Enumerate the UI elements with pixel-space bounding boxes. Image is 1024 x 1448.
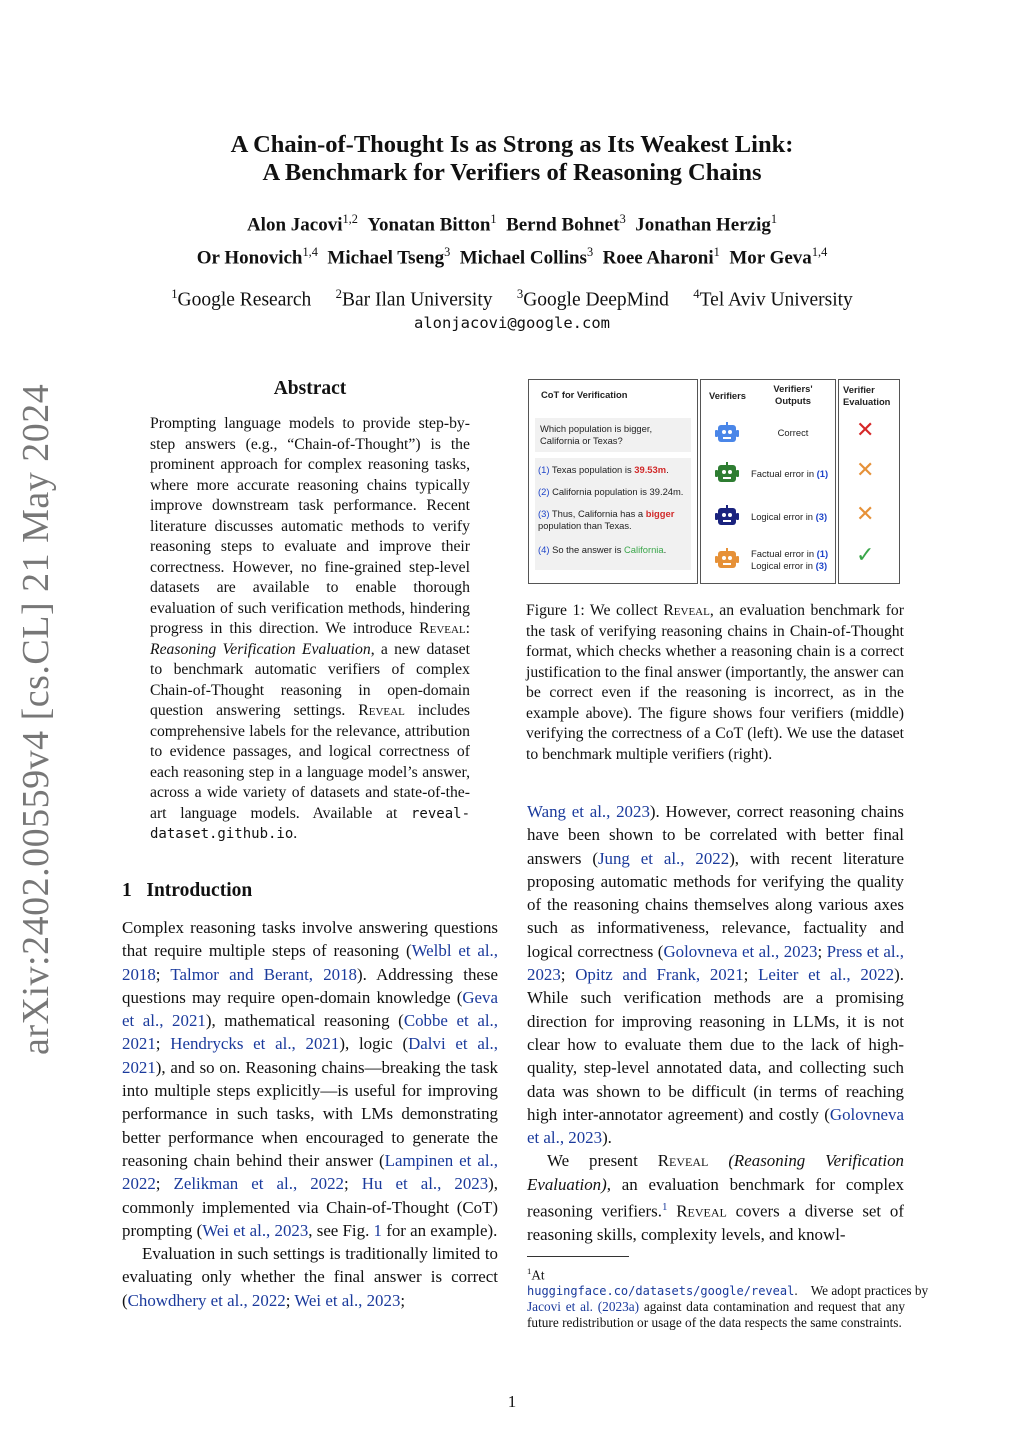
- para-text: covers a diverse set of reasoning skills, complexity levels, and knowl-: [527, 1201, 904, 1244]
- footnote-text: against data contamination and request that any future redistribution or usage of the data respects the same constraints.: [527, 1299, 906, 1331]
- reasoning-steps-box: [535, 458, 691, 570]
- paragraph-text: ), and so on. Reasoning chains—breaking the task into multiple steps explicitly—is useful for improving performance in such tasks, with LMs demonstrating better performance when encouraged to generate the reasoning chain behind their answer (: [122, 1057, 498, 1170]
- check-icon: ✓: [856, 543, 875, 568]
- citation-link[interactable]: Leiter et al., 2022: [758, 965, 895, 985]
- verifier-output: [751, 468, 835, 480]
- author-name: Or Honovich: [196, 247, 303, 269]
- citation-link[interactable]: Golovneva et al., 2023: [527, 1104, 904, 1148]
- outputs-title: Verifiers' Outputs: [773, 383, 813, 406]
- paragraph-text: ), with recent literature proposing automatic methods for verifying the quality of the reasoning chains themselves along various axes such as informativeness, relevance, factuality and logical correctness (: [527, 848, 904, 961]
- verifier-output: [751, 511, 835, 523]
- paragraph-text: ).: [602, 1128, 612, 1148]
- step-text: So the answer is: [552, 544, 622, 555]
- robot-icon: [713, 548, 741, 572]
- citation-link[interactable]: Geva et al., 2021: [122, 987, 498, 1031]
- figure-caption: [526, 601, 904, 765]
- paragraph-text: ). While such verification methods are a promising direction for improving reasoning in LLMs, it is not clear how to evaluate them due to the lack of high-quality, step-level annotated data, and collecting such data was shown to be difficult (in terms of reaching high inter-annotator agreement) and costly (: [527, 965, 904, 1124]
- citation-link[interactable]: Chowdhery et al., 2022: [127, 1290, 286, 1310]
- affiliation-name: Google Research: [177, 289, 312, 311]
- footnote-marker[interactable]: 1: [661, 1201, 668, 1214]
- robot-icon: [713, 505, 741, 529]
- step-number: (2): [538, 486, 550, 497]
- reasoning-step: [538, 508, 688, 532]
- reveal-expansion: Reasoning Verification Evaluation: [150, 640, 371, 658]
- affiliation-name: Bar Ilan University: [341, 289, 493, 311]
- affiliation-marker: 3: [516, 287, 524, 301]
- step-highlight: 39.53m: [634, 464, 667, 475]
- right-paragraph-1: [527, 800, 904, 1149]
- output-step-ref: (3): [815, 560, 828, 571]
- output-step-ref: (1): [816, 468, 829, 479]
- author-name: Bernd Bohnet: [506, 214, 620, 236]
- question-box: [535, 418, 691, 452]
- author-name: Alon Jacovi: [246, 214, 343, 236]
- citation-link[interactable]: Jung et al., 2022: [597, 848, 730, 868]
- citation-link[interactable]: 1: [373, 1220, 382, 1240]
- robot-icon: [713, 422, 741, 446]
- footnote: [527, 1263, 929, 1331]
- output-text: Factual error in: [751, 468, 815, 479]
- reveal-expansion: (Reasoning Verification Evaluation): [527, 1151, 904, 1194]
- citation-link[interactable]: Opitz and Frank, 2021: [575, 965, 744, 985]
- robot-icon: [713, 462, 741, 486]
- citation-link[interactable]: Wei et al., 2023: [202, 1220, 309, 1240]
- abstract-text-2: , a new dataset to benchmark automatic verifiers of complex Chain-of-Thought reasoning in open-domain question answering settings.: [150, 640, 471, 719]
- right-paragraph-2: [527, 1149, 904, 1246]
- output-step-ref: (3): [815, 511, 828, 522]
- para-text: We present: [547, 1151, 638, 1171]
- footnote-text: . We adopt practices by: [794, 1283, 929, 1299]
- affiliation-marker: 2: [335, 287, 342, 301]
- verifiers-title: Verifiers: [709, 390, 747, 401]
- reveal-name: Reveal: [419, 620, 466, 637]
- paragraph-text: ;: [817, 941, 827, 961]
- paragraph-text: ;: [560, 965, 576, 985]
- footnote-number: 1: [527, 1266, 532, 1276]
- step-number: (3): [538, 508, 550, 519]
- abstract-text-1: Prompting language models to provide step-by-step answers (e.g., “Chain-of-Thought”) is the prominent approach for complex reasoning tasks, where more accurate reasoning chains typically improve downstream task performance. Recent literature discusses automatic methods to verify reasoning steps to evaluate and improve their correctness. However, no fine-grained step-level datasets are available to enable thorough evaluation of such verification methods, hindering progress in this direction. We introduce: [150, 415, 470, 637]
- author-affiliation-marker: 1,2: [342, 212, 358, 226]
- verifiers-panel: [700, 379, 836, 584]
- output-text: Factual error in: [751, 548, 815, 559]
- intro-paragraph-1: [122, 916, 498, 1242]
- paragraph-text: ;: [344, 1174, 362, 1194]
- author-affiliation-marker: 3: [619, 212, 626, 226]
- paragraph-text: ;: [285, 1290, 295, 1310]
- paragraph-text: ;: [155, 1034, 171, 1054]
- reveal-name: Reveal: [663, 602, 710, 619]
- footnote-citation[interactable]: Jacovi et al. (2023a): [527, 1299, 640, 1315]
- paragraph-text: , see Fig.: [308, 1220, 374, 1240]
- reasoning-step: [538, 544, 688, 556]
- caption-label: Figure 1: We collect: [526, 602, 658, 619]
- step-number: (1): [538, 464, 550, 475]
- affiliation-name: Google DeepMind: [523, 289, 669, 311]
- author-name: Michael Collins: [459, 247, 587, 269]
- citation-link[interactable]: Wang et al., 2023: [527, 802, 650, 821]
- paragraph-text: ;: [155, 964, 171, 984]
- question-text: Which population is bigger, California or Texas?: [540, 423, 653, 446]
- abstract-end: .: [293, 825, 298, 842]
- citation-link[interactable]: Press et al., 2023: [527, 941, 904, 985]
- step-number: (4): [538, 544, 550, 555]
- reveal-name: Reveal: [676, 1201, 727, 1221]
- step-text-end: .: [666, 464, 669, 475]
- author-affiliation-marker: 3: [586, 245, 594, 259]
- intro-right-column: [527, 800, 904, 1246]
- step-text: California population is 39.24m.: [552, 486, 684, 497]
- title-line-1: A Chain-of-Thought Is as Strong as Its Weakest Link:: [230, 131, 794, 158]
- reasoning-step: [538, 486, 688, 498]
- paragraph-text: ;: [155, 1174, 174, 1194]
- step-text-end: .: [663, 544, 667, 555]
- step-text: Texas population is: [551, 464, 632, 475]
- paragraph-text: ). However, correct reasoning chains have been shown to be correlated with better final answers (: [527, 802, 904, 868]
- arxiv-sidebar-id: arXiv:2402.00559v4 [cs.CL] 21 May 2024: [15, 383, 57, 1055]
- cross-icon: ✕: [856, 458, 875, 483]
- cot-panel-title: CoT for Verification: [541, 389, 628, 400]
- citation-link[interactable]: Lampinen et al., 2022: [122, 1150, 498, 1194]
- verifier-output: [751, 548, 835, 572]
- author-affiliation-marker: 1,4: [811, 245, 828, 259]
- author-name: Michael Tseng: [327, 247, 445, 269]
- reasoning-step: [538, 464, 688, 476]
- affiliations: [110, 287, 914, 312]
- paragraph-text: ), mathematical reasoning (: [205, 1011, 404, 1031]
- step-highlight: bigger: [645, 508, 675, 519]
- citation-link[interactable]: Hendrycks et al., 2021: [170, 1034, 340, 1054]
- abstract-heading: Abstract: [273, 378, 347, 399]
- reveal-name: Reveal: [358, 702, 405, 719]
- citation-link[interactable]: Golovneva et al., 2023: [663, 941, 818, 961]
- paragraph-text: ;: [743, 965, 759, 985]
- author-affiliation-marker: 1,4: [302, 245, 318, 259]
- abstract-body: Prompting language models to provide step-by-step answers (e.g., “Chain-of-Thought”) is the prominent approach for complex reasoning tasks, where more accurate reasoning chains typically improve downstream task performance. Recent literature discusses automatic methods to verify reasoning steps to evaluate and improve their correctness. However, no fine-grained step-level datasets are available to enable thorough evaluation of such verification methods, hindering progress in this direction. We introduce Reveal: Reasoning Verification Evaluation, a new dataset to benchmark automatic verifiers of complex Chain-of-Thought reasoning in open-domain question answering settings. Reveal includes comprehensive labels for the relevance, attribution to evidence passages, and logical correctness of each reasoning step in a language model’s answer, across a wide variety of datasets and state-of-the-art language models. Available at reveal-dataset.github.io.: [150, 415, 471, 842]
- citation-link[interactable]: Wei et al., 2023: [294, 1290, 401, 1310]
- citation-link[interactable]: Zelikman et al., 2022: [173, 1174, 345, 1194]
- paragraph-text: ), commonly implemented via Chain-of-Thought (CoT) prompting (: [122, 1174, 499, 1240]
- author-row-2: [110, 245, 914, 269]
- author-row-1: [110, 212, 914, 236]
- citation-link[interactable]: Dalvi et al., 2021: [122, 1034, 498, 1077]
- citation-link[interactable]: Cobbe et al., 2021: [122, 1011, 498, 1054]
- output-text: Logical error in: [751, 560, 814, 571]
- affiliation-marker: 1: [171, 287, 178, 301]
- caption-text: , an evaluation benchmark for the task of verifying reasoning chains in Chain-of-Thought format, which checks whether a reasoning chain is a correct justification to the final answer (importantly, the answer can be correct even if the reasoning is incorrect, as in the example above). The figure shows four verifiers (middle) verifying the correctness of a CoT (left). We use the dataset to benchmark multiple verifiers (right).: [526, 602, 904, 763]
- author-name: Jonathan Herzig: [635, 214, 771, 236]
- figure-1: [528, 376, 904, 586]
- author-affiliation-marker: 1: [713, 245, 720, 259]
- contact-email[interactable]: alonjacovi@google.com: [414, 314, 610, 332]
- paragraph-text: for an example).: [381, 1220, 498, 1240]
- affiliation-marker: 4: [693, 287, 700, 301]
- verifier-output: Correct: [777, 427, 809, 438]
- citation-link[interactable]: Hu et al., 2023: [361, 1174, 489, 1194]
- citation-link[interactable]: Talmor and Berant, 2018: [170, 964, 357, 984]
- evaluation-title: Verifier Evaluation: [843, 384, 891, 407]
- para-text: , an evaluation benchmark for complex reasoning verifiers.: [527, 1174, 904, 1221]
- paper-title: [120, 131, 904, 187]
- output-text: Logical error in: [751, 511, 814, 522]
- intro-left-column: [122, 916, 498, 1312]
- step-highlight: California: [624, 544, 664, 555]
- page-number: 1: [507, 1392, 517, 1411]
- section-heading-introduction: 1 Introduction: [122, 880, 253, 901]
- evaluation-panel: [838, 379, 900, 584]
- paragraph-text: Complex reasoning tasks involve answering questions that require multiple steps of reasoning (: [122, 918, 498, 961]
- intro-paragraph-2: [122, 1242, 498, 1312]
- footnote-rule: [527, 1256, 629, 1257]
- cot-panel: [528, 379, 698, 584]
- author-affiliation-marker: 3: [444, 245, 451, 259]
- author-affiliation-marker: 1: [490, 212, 497, 226]
- paragraph-text: ). Addressing these questions may require open-domain knowledge (: [122, 964, 498, 1007]
- footnote-text: At: [531, 1267, 545, 1283]
- title-line-2: A Benchmark for Verifiers of Reasoning Chains: [262, 159, 762, 186]
- author-name: Mor Geva: [729, 247, 812, 269]
- output-step-ref: (1): [816, 548, 829, 559]
- citation-link[interactable]: Welbl et al., 2018: [122, 941, 498, 984]
- step-text-end: population than Texas.: [538, 520, 632, 531]
- paragraph-text: ), logic (: [339, 1034, 409, 1054]
- author-affiliation-marker: 1: [770, 212, 778, 226]
- paragraph-text: Evaluation in such settings is traditionally limited to evaluating only whether the final answer is correct (: [122, 1244, 498, 1310]
- affiliation-name: Tel Aviv University: [699, 289, 853, 311]
- cross-icon: ✕: [856, 502, 875, 527]
- author-name: Roee Aharoni: [602, 247, 714, 269]
- cross-icon: ✕: [856, 418, 875, 443]
- paragraph-text: ;: [400, 1290, 406, 1310]
- footnote-link[interactable]: huggingface.co/datasets/google/reveal: [527, 1284, 795, 1299]
- abstract-text-3: includes comprehensive labels for the relevance, attribution to evidence passages, and logical correctness of each reasoning step in a language model’s answer, across a wide variety of datasets and state-of-the-art language models. Available at: [150, 702, 471, 822]
- step-text: Thus, California has a: [551, 508, 644, 519]
- author-name: Yonatan Bitton: [367, 214, 491, 236]
- dataset-link[interactable]: reveal-dataset.github.io: [150, 805, 471, 842]
- reveal-name: Reveal: [657, 1151, 709, 1171]
